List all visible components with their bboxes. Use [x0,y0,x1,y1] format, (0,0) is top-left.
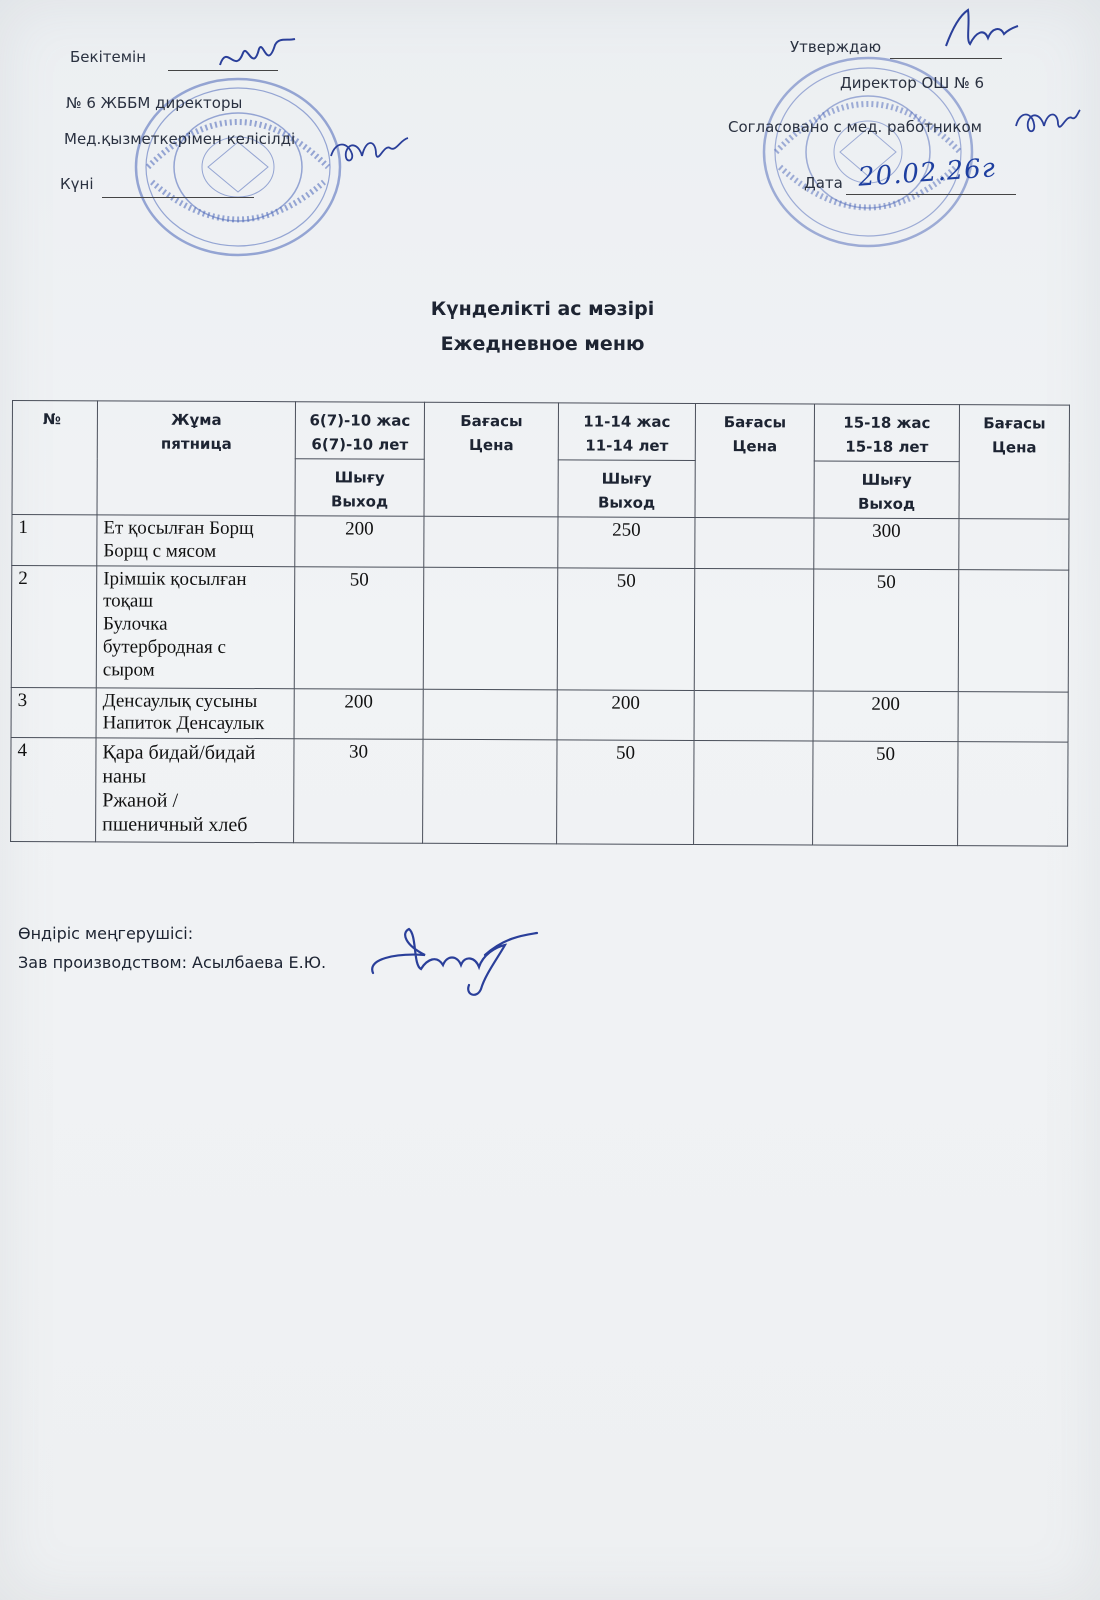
menu-table-body [11,515,1069,847]
dish-line: бутербродная с [102,636,226,658]
output-value-11-14: 200 [557,689,694,740]
footer-ru: Зав производством: Асылбаева Е.Ю. [18,953,327,972]
output-3-header [814,461,959,519]
row-number: 1 [12,515,97,566]
output-1-ru: Выход [330,492,389,511]
menu-table [10,400,1070,847]
footer-kz: Өндіріс меңгерушісі: [18,924,194,943]
output-2-header [558,460,695,518]
director-signature-right [940,4,1020,54]
price-cell [694,568,814,691]
table-row [11,565,1069,692]
price-cell [958,742,1068,846]
output-value-6-10: 200 [294,688,423,739]
price-3-kz: Бағасы [983,414,1046,433]
group-3-header [814,404,959,462]
price-cell [694,690,813,741]
output-2-kz: Шығу [601,469,652,488]
output-3-ru: Выход [857,494,916,513]
table-row [11,687,1068,742]
price-3-header [959,405,1069,519]
title-ru: Ежедневное меню [440,333,645,355]
output-1-kz: Шығу [334,468,385,487]
price-cell [424,516,558,567]
price-cell [694,741,813,846]
row-number: 2 [11,565,97,687]
dish-line: наны [102,765,147,788]
price-cell [958,569,1069,691]
table-row [12,515,1069,570]
dish-line: Ржаной / [102,789,179,812]
approve-line-right [890,58,1002,59]
director-position-kz: № 6 ЖББМ директоры [66,94,243,112]
output-value-15-18: 200 [813,691,958,742]
price-cell [958,691,1068,742]
price-cell [959,519,1069,570]
title-kz: Күнделікті ас мәзірі [430,298,655,320]
agreed-label-kz: Мед.қызметкерімен келісілді [64,130,296,148]
output-2-ru: Выход [597,493,656,512]
output-value-11-14: 50 [557,740,694,845]
group-1-header [295,402,424,460]
row-number: 3 [11,687,96,738]
dish-name [96,565,295,688]
medic-signature-right [1012,104,1082,140]
output-value-6-10: 30 [294,739,423,844]
dish-line: Булочка [102,613,168,635]
date-line-left [102,197,254,198]
date-handwritten: 20.02.26г [857,153,997,193]
dish-line: сыром [102,659,155,681]
director-position-ru: Директор ОШ № 6 [840,74,985,92]
dish-line: Қара бидай/бидай [102,741,256,765]
col-number-header: № [12,401,97,515]
day-ru: пятница [160,434,232,453]
date-label-ru: Дата [804,174,843,192]
director-signature-left [215,35,300,80]
dish-name [96,738,294,843]
output-value-15-18: 50 [813,569,959,692]
group-2-ru: 11-14 лет [585,436,669,455]
dish-line: тоқаш [103,590,154,613]
price-cell [423,689,557,740]
output-value-11-14: 50 [557,567,695,690]
output-value-15-18: 300 [814,518,959,569]
group-2-header [558,403,695,461]
output-value-15-18: 50 [813,741,958,846]
output-3-kz: Шығу [861,470,912,489]
output-value-6-10: 50 [294,566,424,689]
approve-label-kz: Бекітемін [70,48,147,66]
price-2-kz: Бағасы [723,413,787,432]
row-number: 4 [11,738,96,842]
dish-line: Денсаулық сусыны [102,689,258,712]
group-3-kz: 15-18 жас [843,413,931,433]
price-cell [423,739,557,844]
price-1-kz: Бағасы [460,411,523,431]
output-value-11-14: 250 [558,517,695,568]
production-head-signature [365,925,545,1005]
price-cell [695,517,814,568]
table-row [11,738,1068,847]
medic-signature-left [326,132,411,172]
approve-label-ru: Утверждаю [790,38,882,56]
price-2-ru: Цена [732,437,778,456]
dish-line: пшеничный хлеб [102,813,248,837]
dish-line: Ірімшік қосылған [103,567,247,590]
output-1-header [295,459,424,517]
col-dish-header [97,401,295,516]
dish-name [96,687,294,738]
price-cell [423,567,558,690]
dish-line: Ет қосылған Борщ [103,517,254,540]
price-2-header [695,403,814,518]
group-3-ru: 15-18 лет [845,437,929,456]
output-value-6-10: 200 [295,516,424,567]
price-1-ru: Цена [468,435,514,455]
group-1-ru: 6(7)-10 лет [311,435,409,454]
date-label-kz: Күні [60,175,94,193]
group-1-kz: 6(7)-10 жас [309,411,411,430]
agreed-label-ru: Согласовано с мед. работником [728,118,982,136]
date-line-right [846,194,1016,195]
dish-line: Напиток Денсаулык [102,712,265,735]
group-2-kz: 11-14 жас [583,412,671,431]
price-1-header [424,402,558,517]
dish-line: Борщ с мясом [103,540,217,562]
price-3-ru: Цена [991,438,1037,457]
dish-name [97,515,295,566]
day-kz: Жұма [171,410,222,429]
